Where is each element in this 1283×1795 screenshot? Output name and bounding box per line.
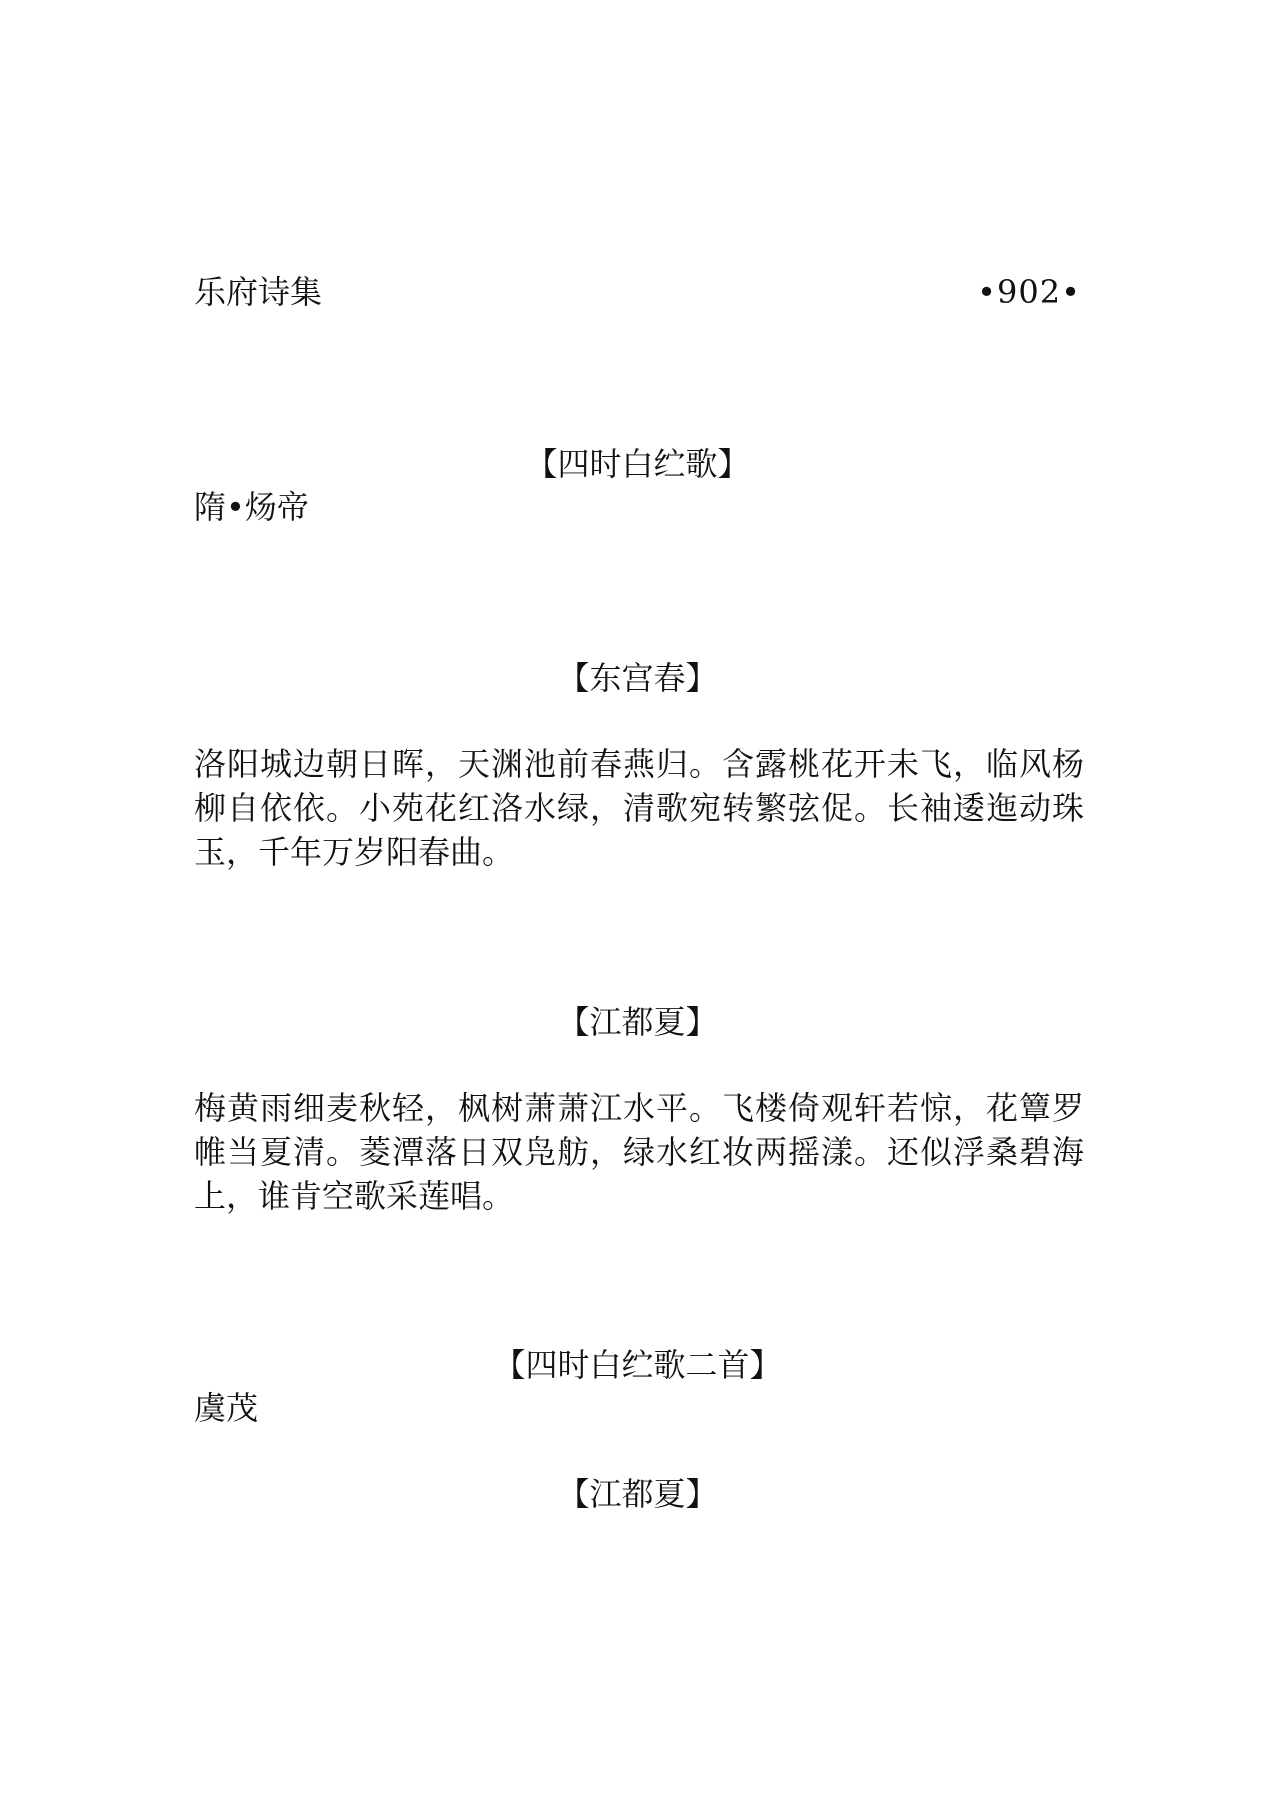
- section-title-donggong-chun: 【东宫春】: [557, 659, 718, 697]
- book-title: 乐府诗集: [194, 273, 323, 311]
- page-header: [194, 268, 1081, 316]
- section-title-jiangdu-xia: 【江都夏】: [557, 1003, 718, 1041]
- section-author-yu-mao: 虞茂: [194, 1389, 259, 1427]
- section-title-sishi-baizhu-ge-ershou: 【四时白纻歌二首】: [493, 1346, 782, 1384]
- poem-text-donggong-chun: 洛阳城边朝日晖，天渊池前春燕归。含露桃花开未飞，临风杨柳自依依。小苑花红洛水绿，清歌宛转繁弦促。长袖逶迤动珠玉，千年万岁阳春曲。: [194, 745, 1084, 871]
- poem-text-jiangdu-xia: 梅黄雨细麦秋轻，枫树萧萧江水平。飞楼倚观轩若惊，花簟罗帷当夏清。菱潭落日双凫舫，绿水红妆两摇漾。还似浮桑碧海上，谁肯空歌采莲唱。: [194, 1089, 1084, 1215]
- section-title-sishi-baizhu-ge: 【四时白纻歌】: [525, 445, 750, 483]
- section-author-sui-yangdi: 隋•炀帝: [194, 488, 309, 526]
- section-title-jiangdu-xia-second: 【江都夏】: [557, 1475, 718, 1513]
- page-number: •902•: [977, 273, 1081, 311]
